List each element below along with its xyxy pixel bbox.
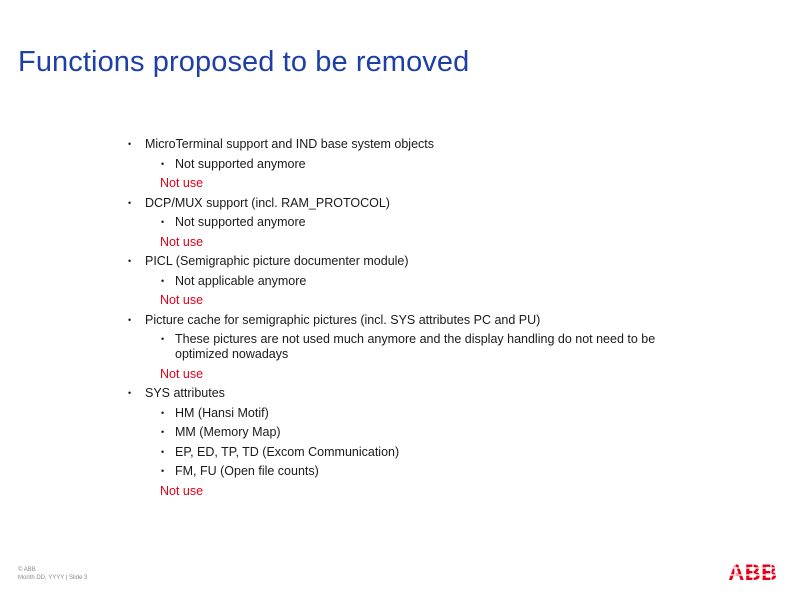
sub-bullet-text: EP, ED, TP, TD (Excom Communication) <box>175 444 400 459</box>
bullet-icon: • <box>161 446 165 457</box>
bullet-text: PICL (Semigraphic picture documenter module) <box>145 254 409 268</box>
sub-bullet-text: Not applicable anymore <box>175 273 307 288</box>
sub-bullet-text: FM, FU (Open file counts) <box>175 464 319 478</box>
slide-number-text: Month DD, YYYY | Slide 3 <box>18 575 88 581</box>
bullet-item <box>128 196 688 211</box>
bullet-list <box>128 137 688 503</box>
status-note: Not use <box>160 293 204 307</box>
slide-title: Functions proposed to be removed <box>18 46 470 79</box>
bullet-text: SYS attributes <box>145 386 225 400</box>
bullet-text: MicroTerminal support and IND base system objects <box>145 137 435 151</box>
sub-bullet-text: HM (Hansi Motif) <box>175 405 269 420</box>
abb-logo-icon <box>724 561 782 582</box>
sub-bullet-item <box>128 425 688 440</box>
bullet-icon: • <box>128 256 132 266</box>
sub-bullet-item <box>128 157 688 172</box>
sub-bullet-text: Not supported anymore <box>175 215 306 229</box>
bullet-icon: • <box>161 158 165 169</box>
bullet-icon: • <box>161 466 165 476</box>
sub-bullet-item <box>128 464 688 479</box>
bullet-item <box>128 137 688 152</box>
sub-bullet-item <box>128 406 688 421</box>
bullet-item <box>128 386 688 401</box>
status-note: Not use <box>160 234 204 249</box>
bullet-icon: • <box>161 407 165 418</box>
sub-bullet-text: Not supported anymore <box>175 156 306 171</box>
bullet-icon: • <box>161 275 165 286</box>
status-note: Not use <box>160 483 204 498</box>
bullet-icon: • <box>161 427 165 437</box>
sub-bullet-text: MM (Memory Map) <box>175 425 281 439</box>
slide-footer <box>18 566 87 582</box>
bullet-item <box>128 254 688 269</box>
svg-text:ABB: ABB <box>728 561 778 582</box>
sub-bullet-item <box>128 445 688 460</box>
bullet-item <box>128 313 688 328</box>
bullet-icon: • <box>161 217 165 227</box>
bullet-icon: • <box>128 388 132 398</box>
sub-bullet-item <box>128 215 688 230</box>
bullet-icon: • <box>128 197 132 208</box>
sub-bullet-item <box>128 332 688 362</box>
status-note: Not use <box>160 176 204 190</box>
sub-bullet-item <box>128 274 688 289</box>
bullet-icon: • <box>128 314 132 325</box>
bullet-icon: • <box>128 139 132 149</box>
bullet-icon: • <box>161 334 165 344</box>
bullet-text: Picture cache for semigraphic pictures (incl. SYS attributes PC and PU) <box>145 312 541 327</box>
status-note: Not use <box>160 366 204 381</box>
sub-bullet-text: These pictures are not used much anymore and the display handling do not need to be optimized nowadays <box>175 332 656 361</box>
bullet-text: DCP/MUX support (incl. RAM_PROTOCOL) <box>145 195 390 210</box>
copyright-text: © ABB <box>18 567 36 573</box>
